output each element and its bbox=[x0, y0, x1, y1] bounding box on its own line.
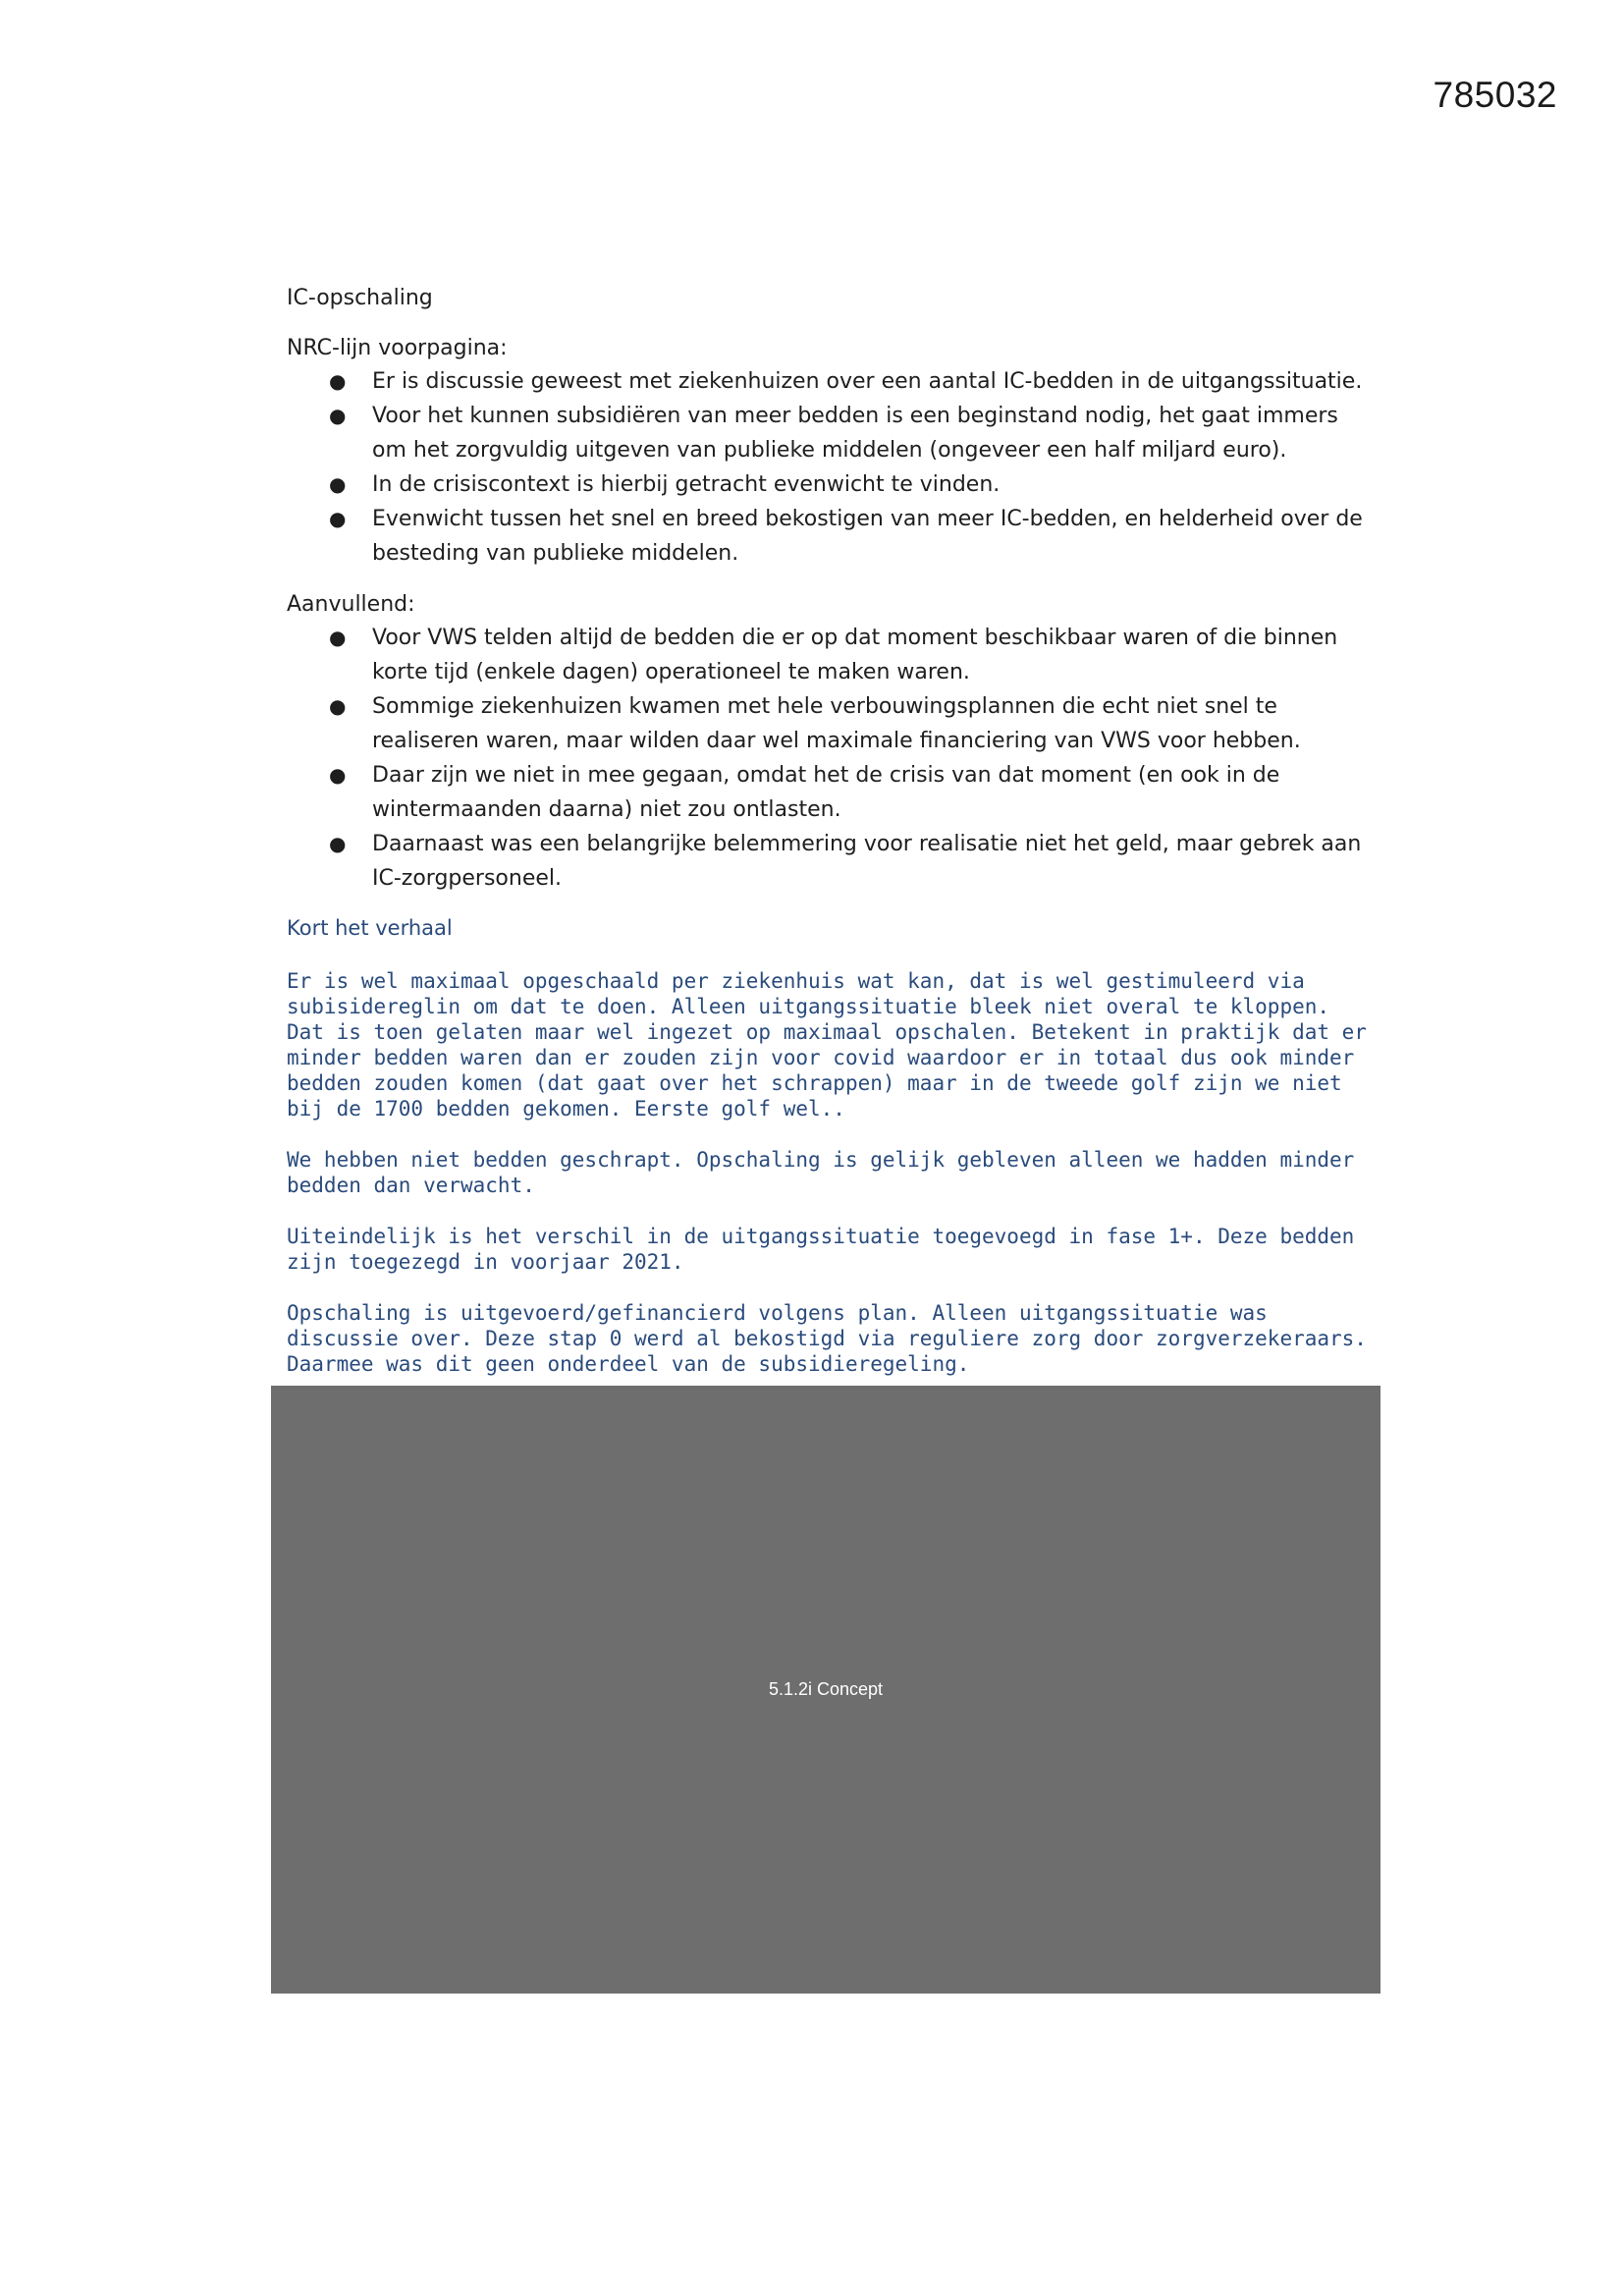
bullet-icon: ● bbox=[329, 507, 347, 530]
note-paragraph: Er is wel maximaal opgeschaald per ziekenhuis wat kan, dat is wel gestimuleerd via subisidereglin om dat te doen. Alleen uitgangssituatie bleek niet overal te kloppen. Dat is toen gelaten maar wel ingezet op maximaal opschalen. Betekent in praktijk dat er minder bedden waren dan er zouden zijn voor covid waardoor er in totaal dus ook minder bedden zouden komen (dat gaat over het schrappen) maar in de tweede golf zijn we niet bij de 1700 bedden gekomen. Eerste golf wel.. bbox=[287, 969, 1380, 1121]
redaction-label: 5.1.2i Concept bbox=[768, 1679, 884, 1699]
list-item-text: Daarnaast was een belangrijke belemmering voor realisatie niet het geld, maar gebrek aan IC-zorgpersoneel. bbox=[372, 832, 1362, 891]
list-item bbox=[287, 399, 1367, 467]
aanvullend-intro: Aanvullend: bbox=[287, 592, 415, 617]
list-item bbox=[287, 364, 1367, 399]
list-item bbox=[287, 758, 1367, 827]
document-title: IC-opschaling bbox=[287, 286, 433, 310]
bullet-icon: ● bbox=[329, 694, 347, 718]
document-number: 785032 bbox=[1433, 75, 1557, 115]
list-item-text: In de crisiscontext is hierbij getracht evenwicht te vinden. bbox=[372, 472, 1001, 497]
list-item-text: Voor het kunnen subsidiëren van meer bedden is een beginstand nodig, het gaat immers om het zorgvuldig uitgeven van publieke middelen (ongeveer een half miljard euro). bbox=[372, 404, 1338, 463]
nrc-intro: NRC-lijn voorpagina: bbox=[287, 336, 508, 360]
note-paragraph: Opschaling is uitgevoerd/gefinancierd volgens plan. Alleen uitgangssituatie was discussie over. Deze stap 0 werd al bekostigd via reguliere zorg door zorgverzekeraars. Daarmee was dit geen onderdeel van de subsidieregeling. bbox=[287, 1301, 1380, 1376]
redaction-block bbox=[271, 1386, 1380, 1994]
list-item-text: Evenwicht tussen het snel en breed bekostigen van meer IC-bedden, en helderheid over de besteding van publieke middelen. bbox=[372, 507, 1363, 566]
list-item bbox=[287, 621, 1367, 689]
list-item bbox=[287, 502, 1367, 571]
nrc-bullet-list bbox=[287, 364, 1367, 571]
list-item bbox=[287, 467, 1367, 502]
kort-title: Kort het verhaal bbox=[287, 916, 453, 940]
bullet-icon: ● bbox=[329, 404, 347, 427]
list-item-text: Er is discussie geweest met ziekenhuizen over een aantal IC-bedden in de uitgangssituatie. bbox=[372, 369, 1363, 394]
list-item bbox=[287, 827, 1367, 896]
list-item-text: Daar zijn we niet in mee gegaan, omdat het de crisis van dat moment (en ook in de wintermaanden daarna) niet zou ontlasten. bbox=[372, 763, 1280, 822]
bullet-icon: ● bbox=[329, 369, 347, 393]
document-body bbox=[287, 282, 1380, 1377]
list-item-text: Sommige ziekenhuizen kwamen met hele verbouwingsplannen die echt niet snel te realiseren waren, maar wilden daar wel maximale financiering van VWS voor hebben. bbox=[372, 694, 1301, 753]
note-paragraph: Uiteindelijk is het verschil in de uitgangssituatie toegevoegd in fase 1+. Deze bedden zijn toegezegd in voorjaar 2021. bbox=[287, 1225, 1367, 1274]
bullet-icon: ● bbox=[329, 626, 347, 649]
bullet-icon: ● bbox=[329, 472, 347, 496]
list-item bbox=[287, 689, 1367, 758]
list-item-text: Voor VWS telden altijd de bedden die er op dat moment beschikbaar waren of die binnen korte tijd (enkele dagen) operationeel te maken waren. bbox=[372, 626, 1338, 684]
aanvullend-bullet-list bbox=[287, 621, 1367, 896]
bullet-icon: ● bbox=[329, 763, 347, 787]
note-paragraph: We hebben niet bedden geschrapt. Opschaling is gelijk gebleven alleen we hadden minder bedden dan verwacht. bbox=[287, 1148, 1367, 1197]
bullet-icon: ● bbox=[329, 832, 347, 855]
